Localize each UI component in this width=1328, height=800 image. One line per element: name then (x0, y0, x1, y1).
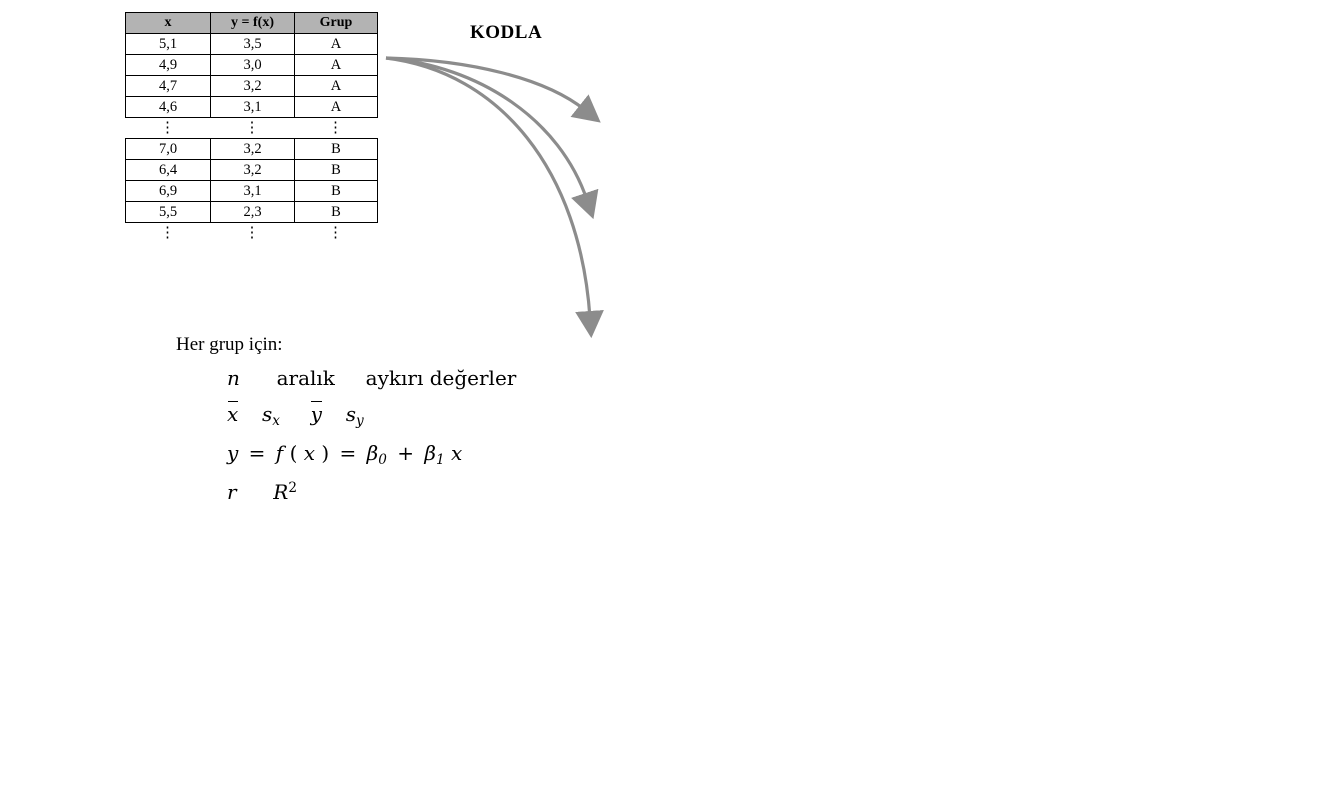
ellipsis-group (294, 223, 377, 243)
paren-left: ( (289, 440, 298, 465)
data-table-group-b (125, 138, 378, 223)
arrow-to-group-2 (386, 58, 587, 200)
symbol-r-squared: $R^2$ (273, 479, 297, 504)
symbol-s-y: $s_y$ (345, 402, 364, 429)
summary-block (176, 334, 516, 516)
cell-group: B (295, 202, 378, 223)
ellipsis-y (210, 118, 294, 138)
table-row (126, 139, 378, 160)
table-header-row (126, 13, 378, 34)
cell-x: 5,1 (126, 34, 211, 55)
table-row (126, 55, 378, 76)
symbol-y: y (227, 440, 239, 465)
ellipsis-row (125, 223, 377, 243)
cell-group: B (295, 139, 378, 160)
cell-y: 3,2 (211, 160, 295, 181)
cell-x: 6,4 (126, 160, 211, 181)
stats-line-counts (227, 366, 516, 390)
vertical-dots-icon: ⋮ (244, 120, 260, 136)
table-row (126, 34, 378, 55)
kodla-label: KODLA (470, 22, 543, 43)
symbol-y-bar: y (310, 402, 322, 426)
vertical-dots-icon: ⋮ (160, 120, 175, 136)
data-table (125, 12, 378, 118)
table-header (126, 13, 378, 34)
ellipsis-group (294, 118, 377, 138)
stats-line-means (227, 402, 516, 429)
cell-y: 3,1 (211, 181, 295, 202)
column-header-group: Grup (295, 13, 378, 34)
operator-equals-2: = (339, 440, 357, 465)
table-body-group-a (126, 34, 378, 118)
her-grup-icin-label: Her grup için: (176, 334, 283, 355)
symbol-s-x: $s_x$ (262, 402, 280, 429)
regression-equation (227, 441, 516, 468)
ellipsis-row (125, 118, 377, 138)
ellipsis-x (125, 118, 210, 138)
symbol-beta1: $\beta_1$ (424, 440, 445, 468)
label-aykiri-degerler: aykırı değerler (365, 366, 517, 390)
symbol-x-arg: x (303, 440, 316, 465)
symbol-x-term: x (450, 440, 463, 465)
cell-y: 3,5 (211, 34, 295, 55)
table-ellipsis-group-a (125, 118, 377, 138)
cell-x: 7,0 (126, 139, 211, 160)
correlation-line (227, 480, 516, 504)
ellipsis-x (125, 223, 210, 243)
table-row (126, 76, 378, 97)
vertical-dots-icon: ⋮ (244, 225, 260, 241)
cell-y: 3,2 (211, 76, 295, 97)
cell-y: 3,0 (211, 55, 295, 76)
cell-group: A (295, 34, 378, 55)
data-table-container (125, 12, 377, 243)
label-aralik: aralık (276, 366, 335, 390)
vertical-dots-icon: ⋮ (328, 225, 343, 241)
cell-group: A (295, 97, 378, 118)
table-row (126, 202, 378, 223)
vertical-dots-icon: ⋮ (328, 120, 343, 136)
vertical-dots-icon: ⋮ (160, 225, 175, 241)
cell-x: 5,5 (126, 202, 211, 223)
table-row (126, 181, 378, 202)
cell-x: 4,7 (126, 76, 211, 97)
symbol-n: n (227, 366, 240, 390)
operator-equals: = (248, 440, 266, 465)
symbol-r: r (227, 479, 237, 504)
cell-y: 2,3 (211, 202, 295, 223)
ellipsis-y (210, 223, 294, 243)
symbol-f: f (275, 440, 284, 465)
table-ellipsis-group-b (125, 223, 377, 243)
cell-y: 3,1 (211, 97, 295, 118)
cell-x: 6,9 (126, 181, 211, 202)
arrow-to-group-3 (386, 58, 590, 318)
cell-x: 4,6 (126, 97, 211, 118)
table-row (126, 160, 378, 181)
cell-group: B (295, 181, 378, 202)
paren-right: ) (321, 440, 330, 465)
operator-plus: + (397, 440, 415, 465)
cell-group: B (295, 160, 378, 181)
cell-group: A (295, 76, 378, 97)
table-body-group-b (126, 139, 378, 223)
symbol-x-bar: x (227, 402, 239, 426)
column-header-x: x (126, 13, 211, 34)
arrow-to-group-1 (386, 58, 585, 110)
column-header-y: y = f(x) (211, 13, 295, 34)
cell-group: A (295, 55, 378, 76)
table-row (126, 97, 378, 118)
cell-y: 3,2 (211, 139, 295, 160)
symbol-beta0: $\beta_0$ (366, 440, 387, 468)
cell-x: 4,9 (126, 55, 211, 76)
